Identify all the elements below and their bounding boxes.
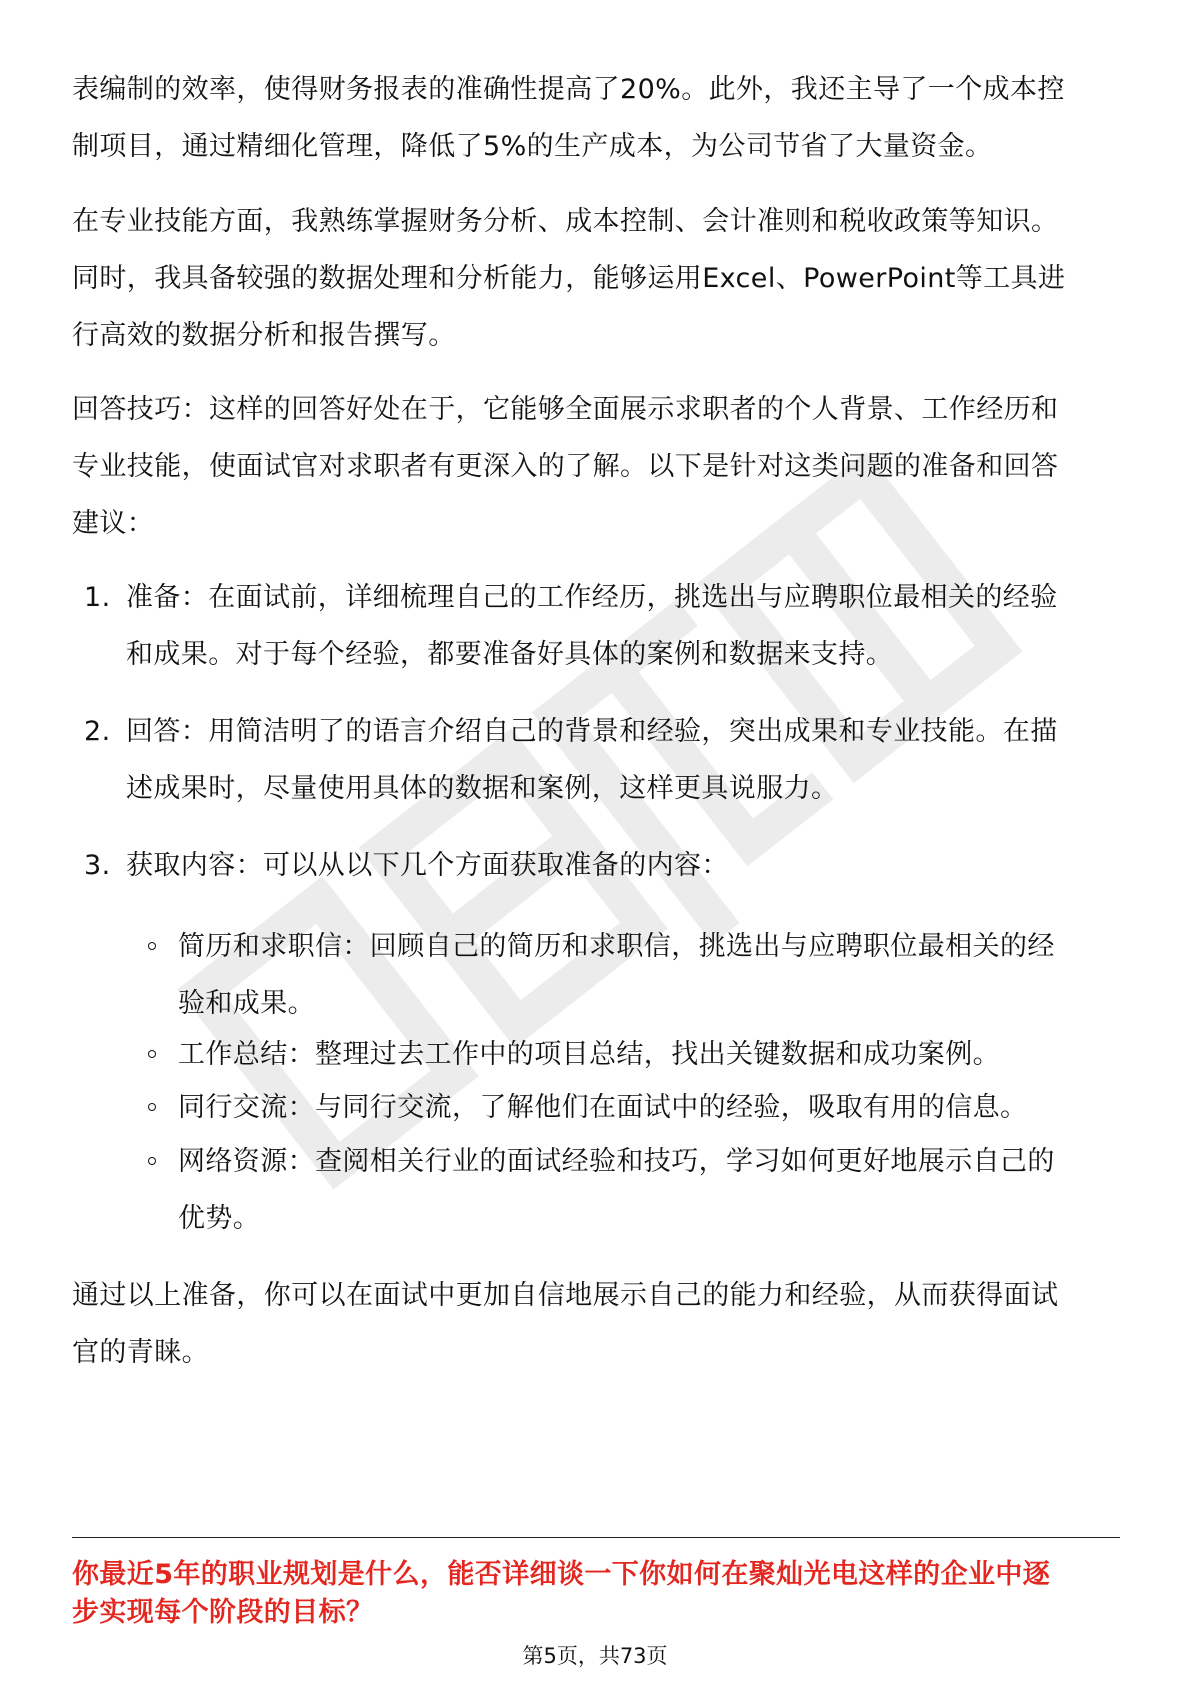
text-line: 你最近5年的职业规划是什么，能否详细谈一下你如何在聚灿光电这样的企业中逐	[72, 1559, 1051, 1590]
text-line: 通过以上准备，你可以在面试中更加自信地展示自己的能力和经验，从而获得面试	[72, 1280, 1059, 1311]
paragraph-skills	[72, 193, 1122, 364]
section-divider	[72, 1537, 1120, 1538]
text-line: 行高效的数据分析和报告撰写。	[72, 320, 456, 351]
text-line: 在专业技能方面，我熟练掌握财务分析、成本控制、会计准则和税收政策等知识。	[72, 206, 1059, 237]
text-line: 专业技能，使面试官对求职者有更深入的了解。以下是针对这类问题的准备和回答	[72, 451, 1059, 482]
text-line: 和成果。对于每个经验，都要准备好具体的案例和数据来支持。	[126, 639, 894, 670]
text-line: 步实现每个阶段的目标？	[72, 1597, 374, 1628]
paragraph-achievements	[72, 61, 1122, 175]
text-line: 表编制的效率，使得财务报表的准确性提高了20%。此外，我还主导了一个成本控	[72, 74, 1065, 105]
text-line: 验和成果。	[178, 988, 315, 1019]
list-number: 2.	[84, 716, 111, 747]
text-line: 官的青睐。	[72, 1337, 209, 1368]
list-number: 1.	[84, 582, 111, 613]
bullet-circle-icon	[148, 1157, 156, 1165]
text-line: 建议：	[72, 508, 155, 539]
bullet-circle-icon	[148, 942, 156, 950]
paragraph-answer-tips	[72, 381, 1122, 552]
page-number-footer: 第5页，共73页	[522, 1644, 668, 1668]
text-line: 述成果时，尽量使用具体的数据和案例，这样更具说服力。	[126, 773, 839, 804]
paragraph-conclusion	[72, 1267, 1122, 1381]
text-line: 简历和求职信：回顾自己的简历和求职信，挑选出与应聘职位最相关的经	[178, 931, 1055, 962]
text-line: 同行交流：与同行交流，了解他们在面试中的经验，吸取有用的信息。	[178, 1092, 1028, 1123]
text-line: 工作总结：整理过去工作中的项目总结，找出关键数据和成功案例。	[178, 1039, 1000, 1070]
text-line: 获取内容：可以从以下几个方面获取准备的内容：	[126, 850, 729, 881]
bullet-circle-icon	[148, 1050, 156, 1058]
text-line: 同时，我具备较强的数据处理和分析能力，能够运用Excel、PowerPoint等工具进	[72, 263, 1066, 294]
bullet-circle-icon	[148, 1103, 156, 1111]
text-line: 准备：在面试前，详细梳理自己的工作经历，挑选出与应聘职位最相关的经验	[126, 582, 1058, 613]
list-number: 3.	[84, 850, 111, 881]
text-line: 网络资源：查阅相关行业的面试经验和技巧，学习如何更好地展示自己的	[178, 1146, 1055, 1177]
interview-question-heading	[72, 1556, 1122, 1632]
text-line: 优势。	[178, 1203, 261, 1234]
text-line: 制项目，通过精细化管理，降低了5%的生产成本，为公司节省了大量资金。	[72, 131, 993, 162]
text-line: 回答技巧：这样的回答好处在于，它能够全面展示求职者的个人背景、工作经历和	[72, 394, 1059, 425]
text-line: 回答：用简洁明了的语言介绍自己的背景和经验，突出成果和专业技能。在描	[126, 716, 1058, 747]
